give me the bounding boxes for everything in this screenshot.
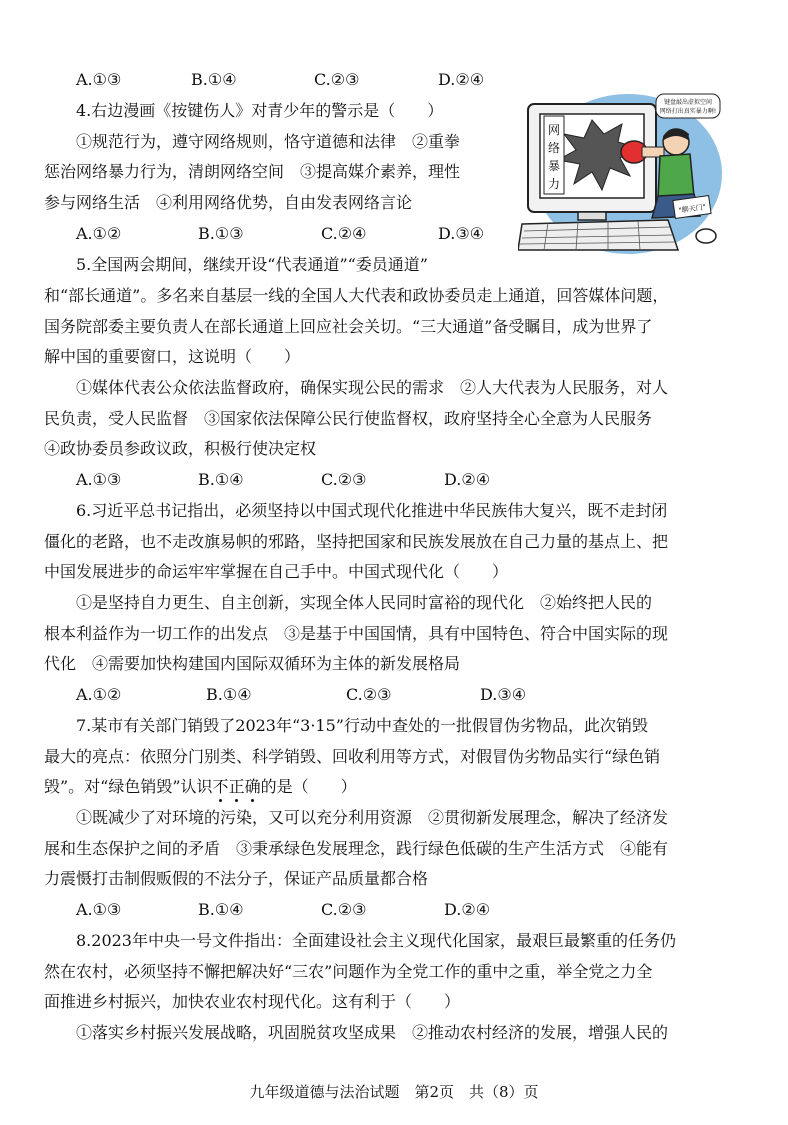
- q6-line-4: ①是坚持自力更生、自主创新，实现全体人民同时富裕的现代化 ②始终把人民的: [76, 593, 653, 612]
- q5-line-3: 国务院部委主要负责人在部长通道上回应社会关切。“三大通道”备受瞩目，成为世界了: [44, 317, 653, 336]
- option-c: C.②③: [321, 900, 367, 919]
- q7-line-3-end: 的是（ ）: [260, 777, 357, 796]
- option-c: C.②③: [314, 70, 360, 89]
- cartoon-illustration: [518, 90, 722, 254]
- option-c: C.②④: [321, 224, 367, 243]
- option-d: D.②④: [438, 70, 485, 89]
- q7-line-2: 最大的亮点：依照分门别类、科学销毁、回收利用等方式，对假冒伪劣物品实行“绿色销: [44, 747, 661, 766]
- option-b: B.①④: [198, 900, 244, 919]
- sign-text: "聊天门": [678, 203, 707, 215]
- option-c: C.②③: [346, 685, 392, 704]
- bubble-line-1: 键盘敲出虚拟空间: [663, 99, 713, 106]
- q5-line-2: 和“部长通道”。多名来自基层一线的全国人大代表和政协委员走上通道，回答媒体问题，: [44, 286, 669, 305]
- q5-line-7: ④政协委员参政议政，积极行使决定权: [44, 439, 317, 458]
- q7-line-1: 7.某市有关部门销毁了2023年“3·15”行动中查处的一批假冒伪劣物品，此次销毁: [76, 716, 648, 735]
- q7-line-6: 力震慑打击制假贩假的不法分子，保证产品质量都合格: [44, 869, 429, 888]
- q8-line-2: 然在农村，必须坚持不懈把解决好“三农”问题作为全党工作的重中之重，举全党之力全: [44, 962, 653, 981]
- q8-line-3: 面推进乡村振兴，加快农业农村现代化。这有利于（ ）: [44, 992, 461, 1011]
- option-d: D.③④: [480, 685, 527, 704]
- q7-line-3: [44, 777, 357, 797]
- q7-line-4: ①既减少了对环境的污染，又可以充分利用资源 ②贯彻新发展理念，解决了经济发: [76, 808, 669, 827]
- q7-line-5: 展和生态保护之间的矛盾 ③秉承绿色发展理念，践行绿色低碳的生产生活方式 ④能有: [44, 839, 669, 858]
- emphasis-char: 不: [212, 777, 229, 796]
- q5-line-1: 5.全国两会期间，继续开设“代表通道”“委员通道”: [76, 255, 428, 274]
- option-c: C.②③: [321, 470, 367, 489]
- option-d: D.②④: [444, 470, 491, 489]
- option-a: A.①②: [76, 224, 122, 243]
- emphasis-char: 确: [244, 777, 261, 796]
- option-b: B.①④: [206, 685, 252, 704]
- option-b: B.①④: [191, 70, 237, 89]
- emphasis-char: 正: [228, 777, 245, 796]
- q6-line-5: 根本利益作为一切工作的出发点 ③是基于中国国情，具有中国特色、符合中国实际的现: [44, 624, 669, 643]
- page-footer: 九年级道德与法治试题 第2页 共（8）页: [249, 1083, 539, 1101]
- option-b: B.①④: [198, 470, 244, 489]
- q4-line-2: 惩治网络暴力行为，清朗网络空间 ③提高媒介素养，理性: [44, 162, 461, 181]
- q6-line-1: 6.习近平总书记指出，必须坚持以中国式现代化推进中华民族伟大复兴，既不走封闭: [76, 501, 668, 520]
- option-b: B.①③: [198, 224, 244, 243]
- q8-line-1: 8.2023年中央一号文件指出：全面建设社会主义现代化国家，最艰巨最繁重的任务仍: [76, 931, 676, 950]
- q6-line-6: 代化 ④需要加快构建国内国际双循环为主体的新发展格局: [44, 654, 461, 673]
- q6-line-2: 僵化的老路，也不走改旗易帜的邪路，坚持把国家和民族发展放在自己力量的基点上、把: [44, 532, 669, 551]
- q7-line-3-start: 毁”。对“绿色销毁”认识: [44, 777, 213, 796]
- q8-line-4: ①落实乡村振兴发展战略，巩固脱贫攻坚成果 ②推动农村经济的发展，增强人民的: [76, 1023, 669, 1042]
- q5-line-4: 解中国的重要窗口，这说明（ ）: [44, 347, 301, 366]
- option-a: A.①③: [76, 70, 122, 89]
- screen-char-3: 暴: [547, 159, 561, 173]
- option-d: D.②④: [444, 900, 491, 919]
- option-d: D.③④: [438, 224, 485, 243]
- bubble-line-2: 网络打出真实暴力啊!: [659, 108, 717, 115]
- screen-char-4: 力: [547, 177, 561, 191]
- q6-line-3: 中国发展进步的命运牢牢掌握在自己手中。中国式现代化（ ）: [44, 562, 509, 581]
- option-a: A.①②: [76, 685, 122, 704]
- option-a: A.①③: [76, 900, 122, 919]
- option-a: A.①③: [76, 470, 122, 489]
- q5-line-5: ①媒体代表公众依法监督政府，确保实现公民的需求 ②人大代表为人民服务，对人: [76, 378, 669, 397]
- screen-char-2: 络: [547, 141, 561, 155]
- q4-stem: 4.右边漫画《按键伤人》对青少年的警示是（ ）: [76, 101, 444, 120]
- q5-line-6: 民负责，受人民监督 ③国家依法保障公民行使监督权，政府坚持全心全意为人民服务: [44, 409, 653, 428]
- q4-line-3: 参与网络生活 ④利用网络优势，自由发表网络言论: [44, 193, 413, 212]
- screen-char-1: 网: [547, 123, 561, 137]
- q4-line-1: ①规范行为，遵守网络规则，恪守道德和法律 ②重拳: [76, 132, 461, 151]
